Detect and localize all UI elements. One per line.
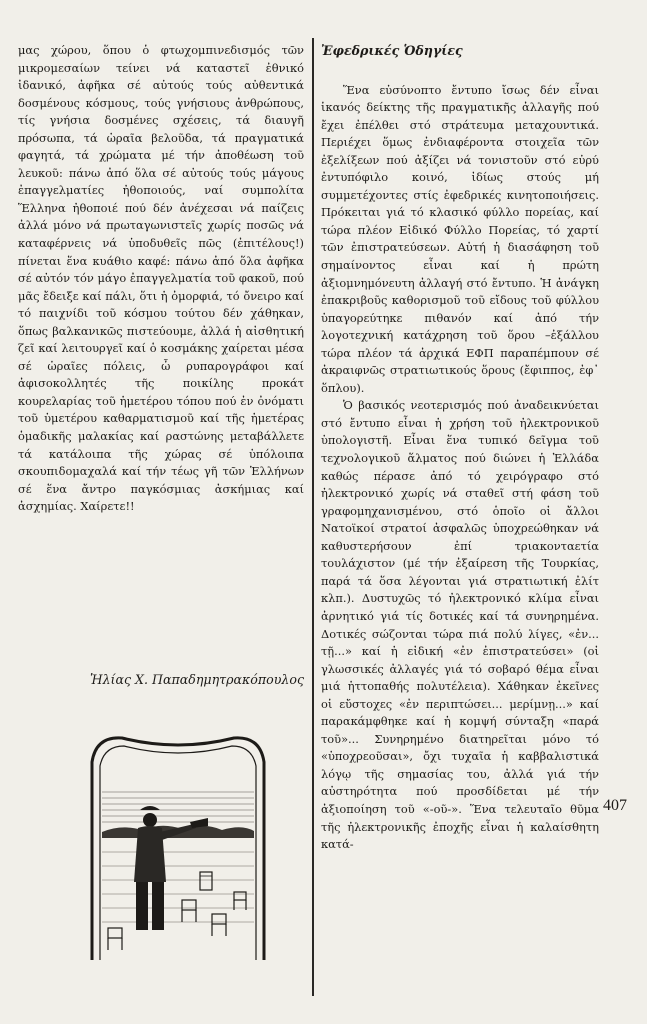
left-column-paragraph: μας χώρου, ὅπου ὁ φτωχομπινεδισμός τῶν μικρομεσαίων τείνει νά καταστεῖ ἐθνικό ἰδανικό, ἀφῆκα σέ αὐτούς τούς αὐθεντικά δοσμένους κόσμους, τούς γνήσιους ἀνθρώπους, τίς γνήσια δοσμένες σχέσεις, τά διαυγῆ πρόσωπα, τά ὡραῖα βελοῦδα, τά πραγματικά φαγητά, τά χρώματα μέ τήν ἀποθέωση τοῦ λευκοῦ: πάνω ἀπό ὅλα σέ αὐτούς τούς μάγους ἐπαγγελματίες ἠθοποιούς, ναί συμπολίτα Ἕλληνα ἠθοποιέ πού δέν ἀνέχεσαι νά παίζεις ἀλλά μόνο νά πρωταγωνιστεῖς χωρίς ποσῶς νά καταφέρνεις νά ὑποδυθεῖς πῶς (ἐπιτέλους!) πίνεται ἕνα κυάθιο καφέ: πάνω ἀπό ὅλα ἀφῆκα σέ αὐτόν τόν μάγο ἐπαγγελματία τοῦ φακοῦ, πού μᾶς ἔδειξε καί πάλι, ὅτι ἡ ὀμορφιά, τό ὄνειρο καί τό παιχνίδι τοῦ κόσμου τούτου δέν χάθηκαν, ὅπως βαλκανικῶς πιστεύουμε, ἀλλά ἡ αἰσθητική ζεῖ καί λειτουργεῖ καί ὁ κοσμάκης χαίρεται μέσα σέ ὡραῖες πόλεις, ὦ ρυπαρογράφοι καί ἀφισοκολλητές τῆς ποικίλης προκάτ κουρελαρίας τοῦ ἡμετέρου τόπου πού ἐν ὀνόματι τοῦ ὑμετέρου καθαρματισμοῦ καί τῆς ἡμετέρας ὁμαδικῆς μαλακίας καί ραστώνης μεταβάλλετε τά κατάλοιπα τῆς χώρας σέ ὑπόλοιπα σκουπιδομαχαλά καί τήν τέως γῆ τῶν Ἑλλήνων σέ ἕνα ἄντρο παγκόσμιας ἀσκήμιας καί ἀσχημίας. Χαίρετε!! xyxy=(18,43,304,514)
author-signature: Ἠλίας Χ. Παπαδημητρακόπουλος xyxy=(90,672,304,687)
right-column-paragraph-1: Ἕνα εὐσύνοπτο ἔντυπο ἴσως δέν εἶναι ἱκανός δείκτης τῆς πραγματικῆς ἀλλαγῆς πού ἔχει ἐπέλθει στό στράτευμα μεταχουντικά. Περιέχει ὅμως ἐνδιαφέροντα στοιχεῖα τῶν ἐξελίξεων πού ἀξίζει νά τονιστοῦν στό εὐρύ ἐντυπόφιλο κοινό, ἰδίως στούς μή συμμετέχοντες στίς ἐφεδρικές κινητοποιήσεις. Πρόκειται γιά τό κλασικό φύλλο πορείας, καί τώρα πλέον Εἰδικό Φύλλο Πορείας, τό χαρτί τῶν ἐπιστρατεύσεων. Αὐτή ἡ διασάφηση τοῦ σημαίνοντος εἶναι καί ἡ πρώτη ἀξιομνημόνευτη ἀλλαγή στό ἔντυπο. Ἡ ἀνάγκη ἐπακριβοῦς καθορισμοῦ τοῦ εἴδους τοῦ φύλλου ὑπαγορεύτηκε πιθανόν καί ἀπό τήν λογοτεχνική κατάχρηση τοῦ ὅρου –ἐξάλλου τώρα πλέον τά ἀρχικά ΕΦΠ παραπέμπουν σέ ἀκραιφνῶς στρατιωτικούς ὅρους (ἔφιππος, ἐφ᾿ ὅπλου). xyxy=(321,82,599,395)
illustration-man-with-trumpet xyxy=(82,732,274,964)
right-column-paragraph-2: Ὁ βασικός νεοτερισμός πού ἀναδεικνύεται στό ἔντυπο εἶναι ἡ χρήση τοῦ ἠλεκτρονικοῦ ὑπολογιστῆ. Εἶναι ἕνα τυπικό δεῖγμα τοῦ τεχνολογικοῦ ἅλματος πού διώνει ἡ Ἑλλάδα καθώς πέρασε ἀπό τό χειρόγραφο στό ἠλεκτρονικό χωρίς νά σταθεῖ στή φάση τοῦ γραφομηχανισμένου, στό ὁποῖο οἱ ἄλλοι Νατοϊκοί στρατοί ἀσφαλῶς ὑποχρεώθηκαν νά καθυστερήσουν ἐπί τριακονταετία τουλάχιστον (μέ τήν ἐξαίρεση τῆς Τουρκίας, παρά τά ὅσα λέγονται γιά στρατιωτική ἐλίτ κλπ.). Δυστυχῶς τό ἠλεκτρονικό κλίμα εἶναι ἀρνητικό γιά τίς δοτικές καί τά συνηρημένα. Δοτικές σώζονται τώρα πιά πολύ λίγες, «ἐν... τῇ...» καί ἡ εἰδική «ἐν ἐπιστρατεύσει» (οἱ γλωσσικές ἀλλαγές γιά τό σοβαρό θέμα εἶναι μιά ἡττοπαθής πολυτέλεια). Χάθηκαν ἐκεῖνες οἱ εὔστοχες «ἐν περιπτώσει... μερίμνῃ...» καί παρακάμφθηκε καί ἡ κομψή σύνταξη «παρά τοῦ»... Συνηρημένο διατηρεῖται μόνο τό «ὑποχρεοῦσαι», ὄχι τυχαῖα ἡ καββαλιστικά λόγῳ τῆς σημασίας του, ἀλλά γιά τήν αὐστηρότητα πού προσδίδεται μέ τήν ἀξιοποίηση τοῦ «-οῦ-». Ἕνα τελευταῖο θῦμα τῆς ἠλεκτρονικῆς ἐποχῆς εἶναι ἡ καλαίσθητη κατά- xyxy=(321,398,599,852)
right-column xyxy=(321,42,599,854)
page-number: 407 xyxy=(603,797,627,814)
column-divider xyxy=(312,38,314,996)
left-column xyxy=(18,42,304,516)
arch-frame xyxy=(92,738,264,960)
article-heading: Ἐφεδρικές Ὁδηγίες xyxy=(321,43,463,58)
